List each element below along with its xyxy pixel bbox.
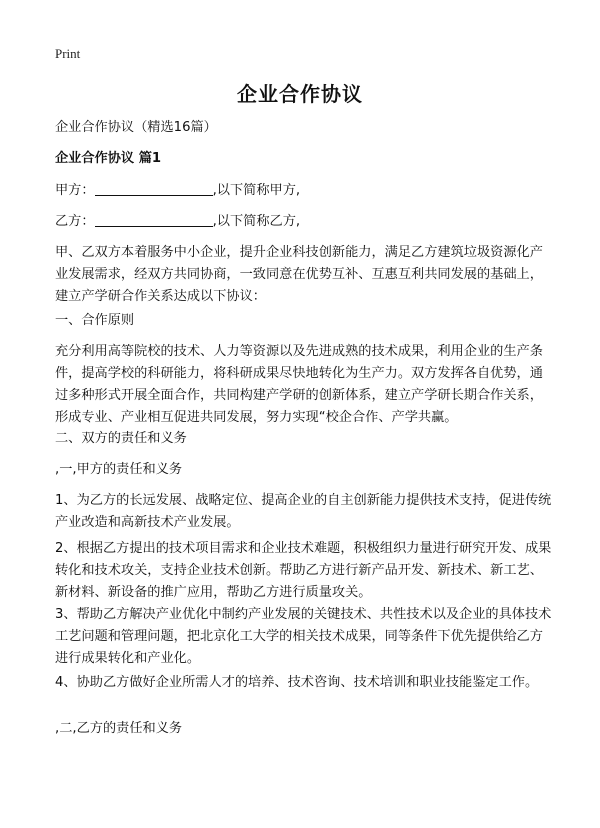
- item-1: 1、为乙方的长远发展、战略定位、提高企业的自主创新能力提供技术支持，促进传统产业改造和高新技术产业发展。: [55, 493, 552, 530]
- principle-paragraph: 充分利用高等院校的技术、人力等资源以及先进成熟的技术成果，利用企业的生产条件，提高学校的科研能力，将科研成果尽快地转化为生产力。双方发挥各自优势，通过多种形式开展全面合作，共同构建产学研的创新体系，建立产学研长期合作关系，形成专业、产业相互促进共同发展，努力实现“校企合作、产学共赢。: [55, 344, 543, 425]
- section-heading: 企业合作协议 篇1: [55, 151, 162, 166]
- party-a-suffix: ,以下简称甲方,: [212, 183, 301, 198]
- intro-paragraph: 甲、乙双方本着服务中小企业，提升企业科技创新能力，满足乙方建筑垃圾资源化产业发展需求，经双方共同协商，一致同意在优势互补、互惠互利共同发展的基础上，建立产学研合作关系达成以下协议：: [55, 245, 543, 304]
- heading-responsibilities: 二、双方的责任和义务: [55, 431, 187, 446]
- party-b-line: [55, 211, 551, 233]
- party-a-label: 甲方：: [55, 183, 95, 198]
- document-title: 企业合作协议: [237, 82, 363, 106]
- item-3: 3、帮助乙方解决产业优化中制约产业发展的关键技术、共性技术以及企业的具体技术工艺问题和管理问题，把北京化工大学的相关技术成果，同等条件下优先提供给乙方进行成果转化和产业化。: [55, 607, 552, 666]
- party-a-line: [55, 180, 551, 202]
- party-b-label: 乙方：: [55, 214, 95, 229]
- heading-cooperation-principles: 一、合作原则: [55, 313, 135, 328]
- heading-party-b-responsibilities: ,二,乙方的责任和义务: [55, 721, 183, 736]
- print-link[interactable]: Print: [55, 46, 81, 61]
- party-a-blank: [95, 181, 213, 196]
- item-2: 2、根据乙方提出的技术项目需求和企业技术难题，积极组织力量进行研究开发、成果转化和技术攻关，支持企业技术创新。帮助乙方进行新产品开发、新技术、新工艺、新材料、新设备的推广应用，帮助乙方进行质量攻关。: [55, 541, 552, 600]
- party-b-suffix: ,以下简称乙方,: [212, 214, 301, 229]
- item-4: 4、协助乙方做好企业所需人才的培养、技术咨询、技术培训和职业技能鉴定工作。: [55, 675, 539, 690]
- document-subtitle: 企业合作协议（精选16篇）: [55, 120, 217, 135]
- heading-party-a-responsibilities: ,一,甲方的责任和义务: [55, 462, 183, 477]
- party-b-blank: [95, 212, 213, 227]
